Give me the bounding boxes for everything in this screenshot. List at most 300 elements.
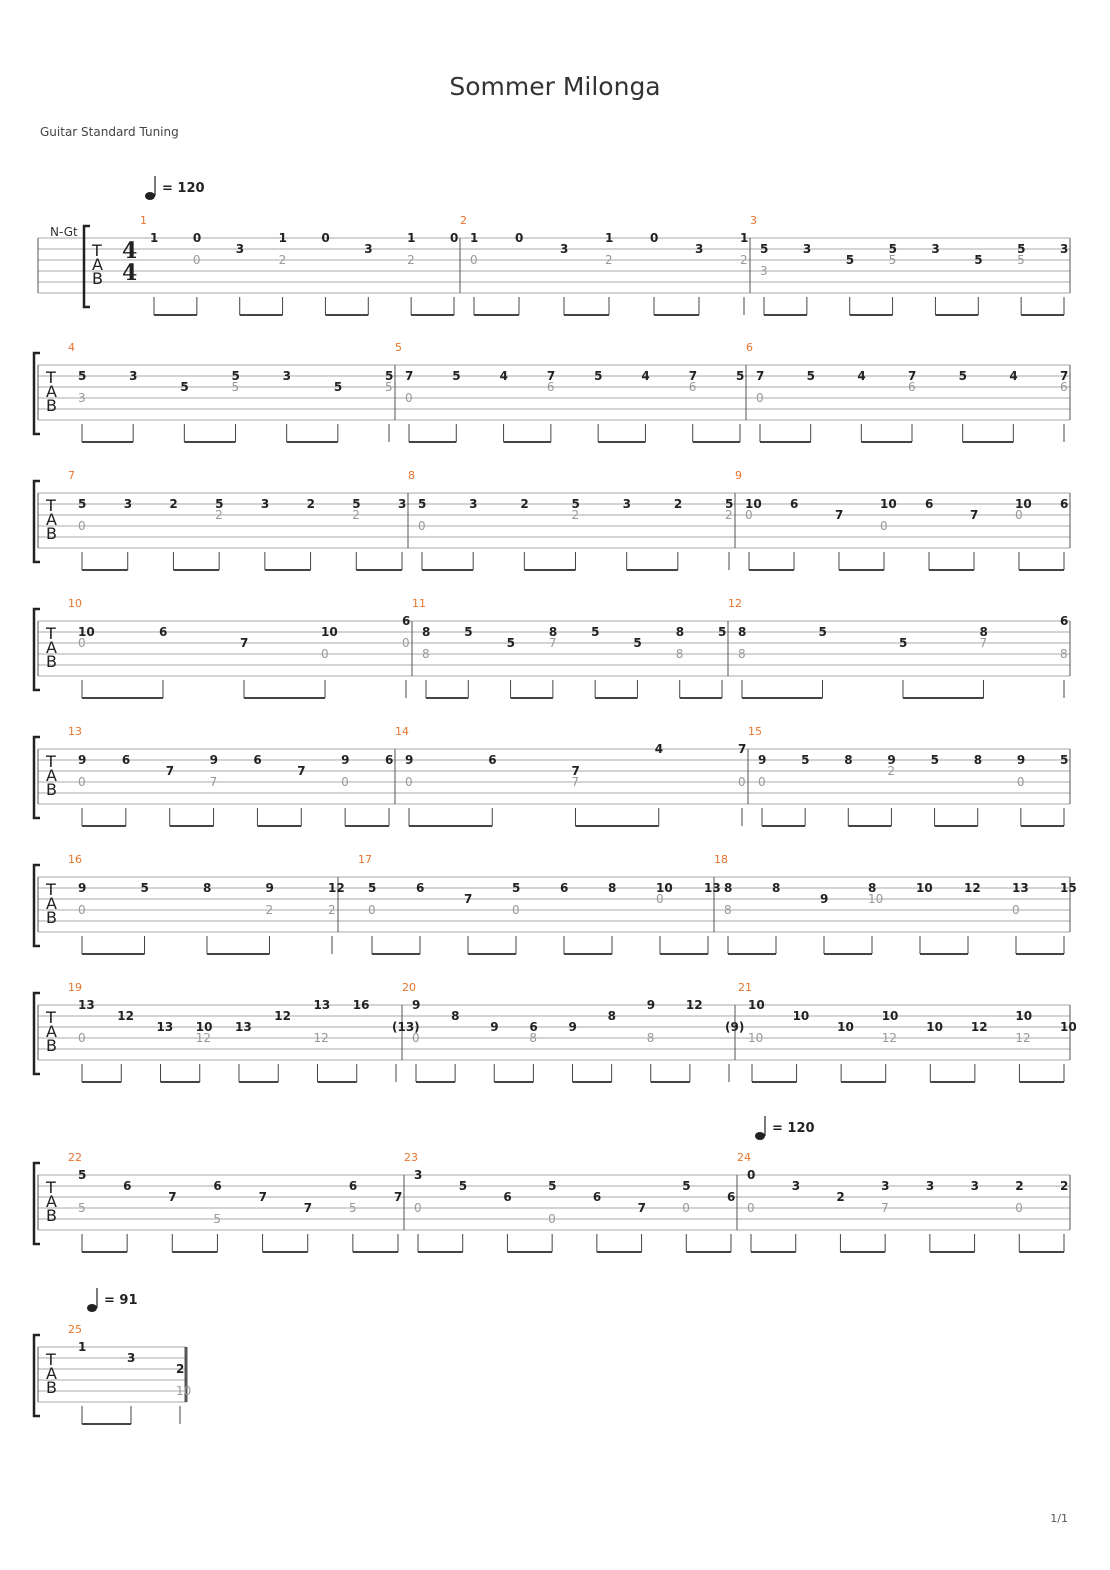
fret-number: 3: [881, 1179, 890, 1193]
fret-number: 3: [127, 1351, 136, 1365]
fret-number: 10: [656, 881, 673, 895]
bass-fret-number: 7: [209, 775, 218, 789]
tab-clef-letter: A: [46, 382, 57, 401]
fret-number: 2: [306, 497, 315, 511]
fret-number: 5: [548, 1179, 557, 1193]
tab-clef-letter: B: [46, 652, 57, 671]
bass-fret-number: 12: [313, 1031, 329, 1045]
fret-number: 5: [180, 380, 189, 394]
fret-number: 7: [464, 892, 473, 906]
fret-number: 3: [260, 497, 270, 511]
fret-number: 0: [747, 1168, 756, 1182]
fret-number: 13: [235, 1020, 252, 1034]
fret-number: 1: [470, 231, 479, 245]
fret-number: 4: [654, 742, 664, 756]
fret-number: 7: [546, 369, 556, 383]
measure-number: 22: [68, 1151, 82, 1164]
measure-number: 18: [714, 853, 728, 866]
bass-fret-number: 2: [352, 508, 360, 522]
fret-number: 10: [195, 1020, 213, 1034]
fret-number: 4: [1009, 369, 1018, 383]
fret-number: 5: [718, 625, 727, 639]
fret-number: 7: [168, 1190, 177, 1204]
fret-number: 10: [321, 625, 338, 639]
fret-number: 5: [591, 625, 600, 639]
bass-fret-number: 8: [675, 647, 684, 661]
fret-number: 6: [402, 614, 411, 628]
fret-number: 7: [970, 508, 979, 522]
fret-number: 7: [394, 1190, 403, 1204]
fret-number: 6: [560, 881, 569, 895]
bass-fret-number: 0: [512, 903, 520, 917]
fret-number: 5: [512, 881, 521, 895]
fret-number: 6: [488, 753, 497, 767]
fret-number: 12: [970, 1020, 988, 1034]
bass-fret-number: 0: [78, 1031, 86, 1045]
bass-fret-number: 2: [265, 903, 274, 917]
bass-fret-number: 0: [78, 636, 86, 650]
fret-number: 5: [1060, 753, 1069, 767]
fret-number: 7: [835, 508, 844, 522]
bass-fret-number: 6: [546, 380, 555, 394]
quarter-note-icon: [755, 1132, 765, 1140]
bass-fret-number: 0: [747, 1201, 755, 1215]
fret-number: 7: [908, 369, 917, 383]
fret-number: 3: [398, 497, 407, 511]
fret-number: 9: [78, 753, 87, 767]
fret-number: 9: [568, 1020, 577, 1034]
fret-number: 10: [837, 1020, 854, 1034]
bass-fret-number: 5: [231, 380, 240, 394]
measure-number: 15: [748, 725, 762, 738]
tab-clef-letter: A: [92, 255, 103, 274]
fret-number: 7: [240, 636, 249, 650]
fret-number: 13: [78, 998, 95, 1012]
fret-number: 5: [806, 369, 816, 383]
measure-number: 2: [460, 214, 467, 227]
quarter-note-icon: [145, 192, 155, 200]
fret-number: 5: [140, 881, 149, 895]
fret-number: 6: [925, 497, 934, 511]
tab-clef-letter: B: [92, 269, 103, 288]
fret-number: 9: [405, 753, 414, 767]
bass-fret-number: 0: [738, 775, 746, 789]
measure-number: 3: [750, 214, 757, 227]
fret-number: 12: [274, 1009, 291, 1023]
fret-number: 0: [192, 231, 202, 245]
bass-fret-number: 5: [348, 1201, 357, 1215]
measure-number: 17: [358, 853, 372, 866]
tab-clef-letter: T: [46, 496, 56, 515]
fret-number: 6: [348, 1179, 358, 1193]
fret-number: 8: [451, 1009, 460, 1023]
bass-fret-number: 7: [571, 775, 580, 789]
fret-number: 2: [1015, 1179, 1024, 1193]
fret-number: 8: [724, 881, 733, 895]
bass-fret-number: 0: [470, 253, 478, 267]
fret-number: 10: [1015, 497, 1032, 511]
fret-number: 5: [888, 242, 897, 256]
bass-fret-number: 0: [880, 519, 888, 533]
fret-number: 7: [637, 1201, 646, 1215]
fret-number: 7: [688, 369, 698, 383]
tempo-mark: = 120: [772, 1121, 815, 1136]
fret-number: 5: [78, 1168, 87, 1182]
tab-clef-letter: T: [46, 1178, 56, 1197]
fret-number: 3: [791, 1179, 801, 1193]
tab-clef-letter: B: [46, 1206, 57, 1225]
fret-number: 10: [748, 998, 765, 1012]
fret-number: 5: [215, 497, 224, 511]
bass-fret-number: 12: [881, 1031, 897, 1045]
bass-fret-number: 2: [407, 253, 415, 267]
bass-fret-number: 5: [1017, 253, 1025, 267]
fret-number: 13: [704, 881, 721, 895]
fret-number: 8: [675, 625, 685, 639]
fret-number: 10: [78, 625, 95, 639]
tempo-mark: = 120: [162, 181, 205, 196]
fret-number: 3: [235, 242, 245, 256]
fret-number: 3: [129, 369, 138, 383]
bass-fret-number: 2: [328, 903, 336, 917]
fret-number: 13: [1012, 881, 1029, 895]
fret-number: 1: [278, 231, 287, 245]
bass-fret-number: 2: [887, 764, 896, 778]
bass-fret-number: 7: [548, 636, 557, 650]
quarter-note-icon: [87, 1304, 97, 1312]
fret-number: 8: [548, 625, 558, 639]
tab-clef-letter: A: [46, 510, 57, 529]
measure-number: 21: [738, 981, 752, 994]
fret-number: 6: [213, 1179, 222, 1193]
fret-number: 1: [407, 231, 416, 245]
fret-number: 5: [231, 369, 240, 383]
fret-number: 3: [469, 497, 478, 511]
bass-fret-number: 8: [422, 647, 430, 661]
fret-number: 0: [321, 231, 330, 245]
measure-number: 9: [735, 469, 742, 482]
tuning-label: Guitar Standard Tuning: [40, 125, 179, 139]
bass-fret-number: 5: [888, 253, 897, 267]
bass-fret-number: 7: [881, 1201, 889, 1215]
bass-fret-number: 0: [368, 903, 376, 917]
fret-number: 7: [756, 369, 765, 383]
tab-clef-letter: A: [46, 638, 57, 657]
bass-fret-number: 0: [1012, 903, 1020, 917]
measure-number: 25: [68, 1323, 82, 1336]
bass-fret-number: 0: [745, 508, 753, 522]
measure-number: 10: [68, 597, 82, 610]
bass-fret-number: 8: [1060, 647, 1068, 661]
bass-fret-number: 0: [414, 1201, 422, 1215]
bass-fret-number: 0: [321, 647, 329, 661]
fret-number: 10: [745, 497, 762, 511]
bass-fret-number: 12: [1015, 1031, 1031, 1045]
measure-number: 16: [68, 853, 82, 866]
fret-number: 5: [452, 369, 461, 383]
fret-number: 3: [282, 369, 292, 383]
bass-fret-number: 0: [78, 519, 86, 533]
bass-fret-number: 0: [548, 1212, 556, 1226]
bass-fret-number: 0: [405, 775, 413, 789]
fret-number: 6: [790, 497, 799, 511]
tab-clef-letter: T: [46, 880, 56, 899]
fret-number: 6: [253, 753, 262, 767]
fret-number: 8: [608, 881, 617, 895]
bass-fret-number: 3: [760, 264, 768, 278]
bass-fret-number: 0: [682, 1201, 690, 1215]
fret-number: 7: [571, 764, 580, 778]
fret-number: 5: [368, 881, 377, 895]
fret-number: 3: [802, 242, 812, 256]
fret-number: 6: [1060, 497, 1069, 511]
fret-number: 6: [529, 1020, 538, 1034]
bass-fret-number: 8: [646, 1031, 655, 1045]
bass-fret-number: 12: [195, 1031, 212, 1045]
bass-fret-number: 0: [78, 775, 86, 789]
fret-number: 5: [594, 369, 603, 383]
bass-fret-number: 0: [418, 519, 426, 533]
fret-number: 9: [820, 892, 829, 906]
tab-clef-letter: B: [46, 908, 57, 927]
fret-number: 3: [364, 242, 373, 256]
tab-clef-letter: T: [46, 624, 56, 643]
bass-fret-number: 0: [758, 775, 766, 789]
bass-fret-number: 0: [78, 903, 86, 917]
score-title: Sommer Milonga: [449, 72, 661, 101]
fret-number: 7: [258, 1190, 267, 1204]
fret-number: 8: [738, 625, 747, 639]
fret-number: 6: [592, 1190, 602, 1204]
fret-number: 2: [176, 1362, 185, 1376]
bass-fret-number: 5: [78, 1201, 86, 1215]
fret-number: 7: [405, 369, 414, 383]
fret-number: 0: [650, 231, 659, 245]
measure-number: 7: [68, 469, 75, 482]
fret-number: 5: [682, 1179, 691, 1193]
fret-number: 6: [123, 1179, 132, 1193]
bass-fret-number: 10: [748, 1031, 764, 1045]
bass-fret-number: 8: [738, 647, 746, 661]
fret-number: 13: [313, 998, 331, 1012]
track-label: N-Gt: [50, 225, 78, 239]
bass-fret-number: 0: [405, 391, 413, 405]
fret-number: 2: [169, 497, 178, 511]
fret-number: 5: [571, 497, 580, 511]
tab-clef-letter: T: [46, 1350, 56, 1369]
fret-number: 16: [352, 998, 370, 1012]
tab-clef-letter: B: [46, 1378, 57, 1397]
fret-number: 0: [450, 231, 459, 245]
bass-fret-number: 7: [979, 636, 988, 650]
fret-number: 5: [78, 369, 87, 383]
fret-number: 9: [265, 881, 274, 895]
measure-number: 4: [68, 341, 75, 354]
bass-fret-number: 0: [412, 1031, 420, 1045]
tab-clef-letter: T: [46, 368, 56, 387]
fret-number: 15: [1060, 881, 1077, 895]
fret-number: 9: [490, 1020, 499, 1034]
fret-number: 8: [203, 881, 212, 895]
time-signature-numerator: 4: [122, 238, 138, 264]
fret-number: 9: [887, 753, 896, 767]
fret-number: 5: [845, 253, 855, 267]
bass-fret-number: 10: [176, 1384, 192, 1398]
fret-number: 10: [792, 1009, 810, 1023]
fret-number: 8: [844, 753, 853, 767]
tab-clef-letter: B: [46, 1036, 57, 1055]
fret-number: 6: [416, 881, 425, 895]
time-signature-denominator: 4: [122, 260, 138, 286]
fret-number: 6: [121, 753, 131, 767]
fret-number: 6: [727, 1190, 736, 1204]
measure-number: 19: [68, 981, 82, 994]
measure-number: 8: [408, 469, 415, 482]
fret-number: 5: [899, 636, 908, 650]
fret-number: (13): [392, 1020, 420, 1034]
tab-clef-letter: A: [46, 1022, 57, 1041]
bass-fret-number: 0: [1015, 1201, 1023, 1215]
measure-number: 14: [395, 725, 409, 738]
fret-number: 10: [1060, 1020, 1077, 1034]
fret-number: 8: [868, 881, 877, 895]
measure-number: 24: [737, 1151, 751, 1164]
bass-fret-number: 5: [385, 380, 393, 394]
bass-fret-number: 2: [571, 508, 580, 522]
fret-number: 5: [418, 497, 427, 511]
bass-fret-number: 5: [213, 1212, 222, 1226]
fret-number: 7: [1060, 369, 1069, 383]
fret-number: 9: [209, 753, 218, 767]
fret-number: 2: [836, 1190, 845, 1204]
bass-fret-number: 0: [756, 391, 764, 405]
fret-number: 8: [979, 625, 988, 639]
fret-number: 5: [958, 369, 968, 383]
tab-clef-letter: B: [46, 396, 57, 415]
fret-number: 5: [464, 625, 473, 639]
fret-number: 2: [520, 497, 529, 511]
bass-fret-number: 10: [868, 892, 884, 906]
fret-number: 8: [422, 625, 431, 639]
fret-number: 3: [414, 1168, 423, 1182]
fret-number: 6: [385, 753, 394, 767]
measure-number: 1: [140, 214, 147, 227]
fret-number: 9: [341, 753, 350, 767]
fret-number: 2: [1060, 1179, 1069, 1193]
fret-number: 5: [930, 753, 939, 767]
fret-number: 6: [503, 1190, 512, 1204]
fret-number: 4: [641, 369, 650, 383]
fret-number: 5: [801, 753, 810, 767]
bass-fret-number: 2: [278, 253, 287, 267]
bass-fret-number: 8: [529, 1031, 538, 1045]
fret-number: 3: [695, 242, 704, 256]
measure-number: 5: [395, 341, 402, 354]
tempo-mark: = 91: [104, 1293, 138, 1308]
bass-fret-number: 0: [1016, 775, 1025, 789]
page-number: 1/1: [1050, 1512, 1068, 1525]
bass-fret-number: 8: [724, 903, 732, 917]
fret-number: 7: [738, 742, 747, 756]
fret-number: 5: [633, 636, 642, 650]
fret-number: 1: [740, 231, 749, 245]
fret-number: 5: [818, 625, 827, 639]
bass-fret-number: 3: [78, 391, 86, 405]
tab-clef-letter: A: [46, 766, 57, 785]
tab-clef-letter: B: [46, 524, 57, 543]
fret-number: 5: [458, 1179, 468, 1193]
fret-number: 13: [156, 1020, 174, 1034]
fret-number: 5: [385, 369, 394, 383]
bass-fret-number: 2: [605, 253, 613, 267]
bass-fret-number: 0: [192, 253, 201, 267]
bass-fret-number: 2: [725, 508, 733, 522]
fret-number: 5: [78, 497, 87, 511]
bass-fret-number: 2: [740, 253, 748, 267]
tab-clef-letter: T: [46, 1008, 56, 1027]
bass-fret-number: 6: [908, 380, 916, 394]
fret-number: 4: [857, 369, 866, 383]
fret-number: 5: [725, 497, 734, 511]
fret-number: 5: [352, 497, 361, 511]
measure-number: 23: [404, 1151, 418, 1164]
fret-number: 6: [1060, 614, 1069, 628]
fret-number: 3: [931, 242, 940, 256]
measure-number: 13: [68, 725, 82, 738]
fret-number: 9: [646, 998, 656, 1012]
fret-number: 10: [881, 1009, 899, 1023]
fret-number: (9): [725, 1020, 745, 1034]
bass-fret-number: 0: [402, 636, 410, 650]
fret-number: 9: [412, 998, 421, 1012]
tab-clef-letter: A: [46, 894, 57, 913]
bass-fret-number: 6: [688, 380, 697, 394]
fret-number: 12: [685, 998, 703, 1012]
measure-number: 11: [412, 597, 426, 610]
fret-number: 9: [758, 753, 767, 767]
tab-clef-letter: T: [46, 752, 56, 771]
fret-number: 7: [297, 764, 306, 778]
fret-number: 5: [333, 380, 343, 394]
measure-number: 20: [402, 981, 416, 994]
fret-number: 7: [165, 764, 175, 778]
fret-number: 10: [1015, 1009, 1033, 1023]
fret-number: 6: [159, 625, 168, 639]
fret-number: 7: [303, 1201, 313, 1215]
fret-number: 8: [973, 753, 983, 767]
tab-clef-letter: A: [46, 1364, 57, 1383]
fret-number: 4: [499, 369, 508, 383]
fret-number: 3: [925, 1179, 935, 1193]
fret-number: 1: [150, 231, 159, 245]
fret-number: 0: [515, 231, 524, 245]
fret-number: 8: [607, 1009, 616, 1023]
tab-clef-letter: T: [92, 241, 102, 260]
fret-number: 5: [1017, 242, 1026, 256]
fret-number: 1: [605, 231, 614, 245]
fret-number: 9: [78, 881, 87, 895]
bass-fret-number: 0: [656, 892, 664, 906]
fret-number: 12: [117, 1009, 134, 1023]
fret-number: 5: [760, 242, 769, 256]
fret-number: 3: [1060, 242, 1069, 256]
fret-number: 10: [916, 881, 933, 895]
fret-number: 9: [1016, 753, 1026, 767]
fret-number: 5: [736, 369, 745, 383]
fret-number: 1: [78, 1340, 87, 1354]
bass-fret-number: 6: [1060, 380, 1068, 394]
fret-number: 10: [880, 497, 897, 511]
